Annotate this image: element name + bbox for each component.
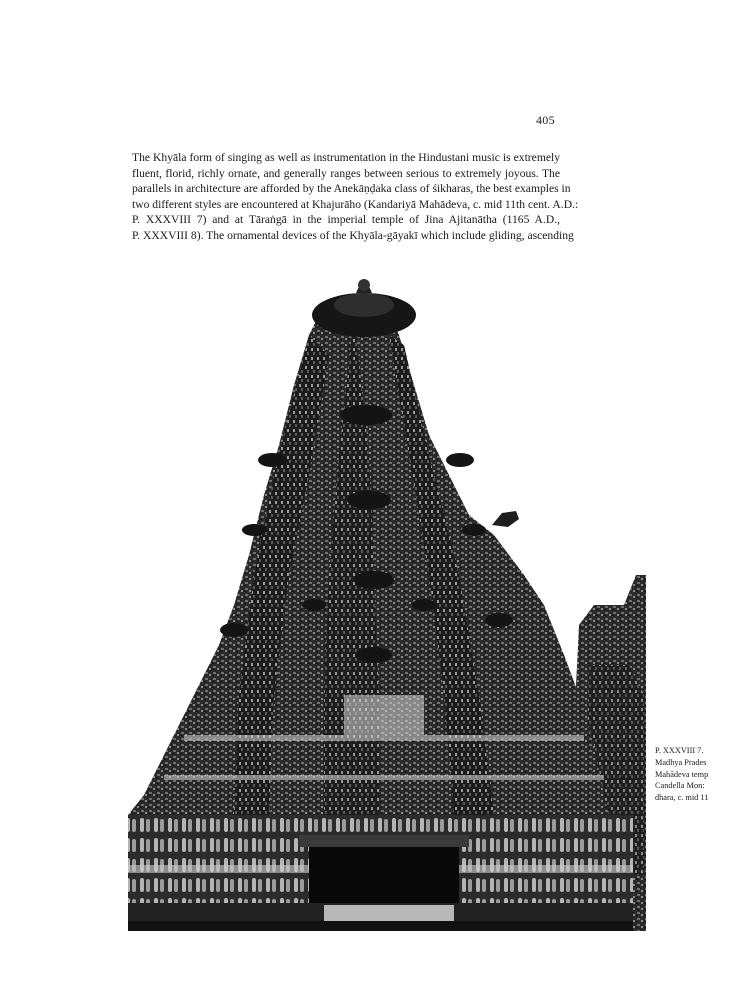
paragraph-line: The Khyāla form of singing as well as instrumentation in the Hindustani music is extremely <box>132 151 560 164</box>
paragraph-line: fluent, florid, richly ornate, and generally ranges between serious to extremely joyous. The <box>132 166 560 180</box>
caption-line: Mahādeva temp <box>655 769 709 779</box>
body-paragraph <box>118 150 579 244</box>
caption-line: Candella Mon: <box>655 781 705 791</box>
paragraph-line: parallels in architecture are afforded by the Anekāṇḍaka class of śikharas, the best examples in <box>132 182 571 196</box>
figure-caption <box>655 745 737 804</box>
caption-line: Madhya Prades <box>655 757 707 767</box>
paragraph-line: P. XXXVIII 7) and at Tāraṅgā in the imperial temple of Jina Ajitanātha (1165 A.D., <box>132 213 560 227</box>
paragraph-line: two different styles are encountered at Khajurāho (Kandariyā Mahādeva, c. mid 11th cent. A.D.: <box>132 197 579 211</box>
caption-line: dhara, c. mid 11 <box>655 793 709 803</box>
temple-photograph <box>124 275 646 931</box>
paragraph-line: P. XXXVIII 8). The ornamental devices of the Khyāla-gāyakī which include gliding, ascending <box>132 228 574 242</box>
page-number: 405 <box>536 113 555 127</box>
caption-line: P. XXXVIII 7. <box>655 746 704 755</box>
